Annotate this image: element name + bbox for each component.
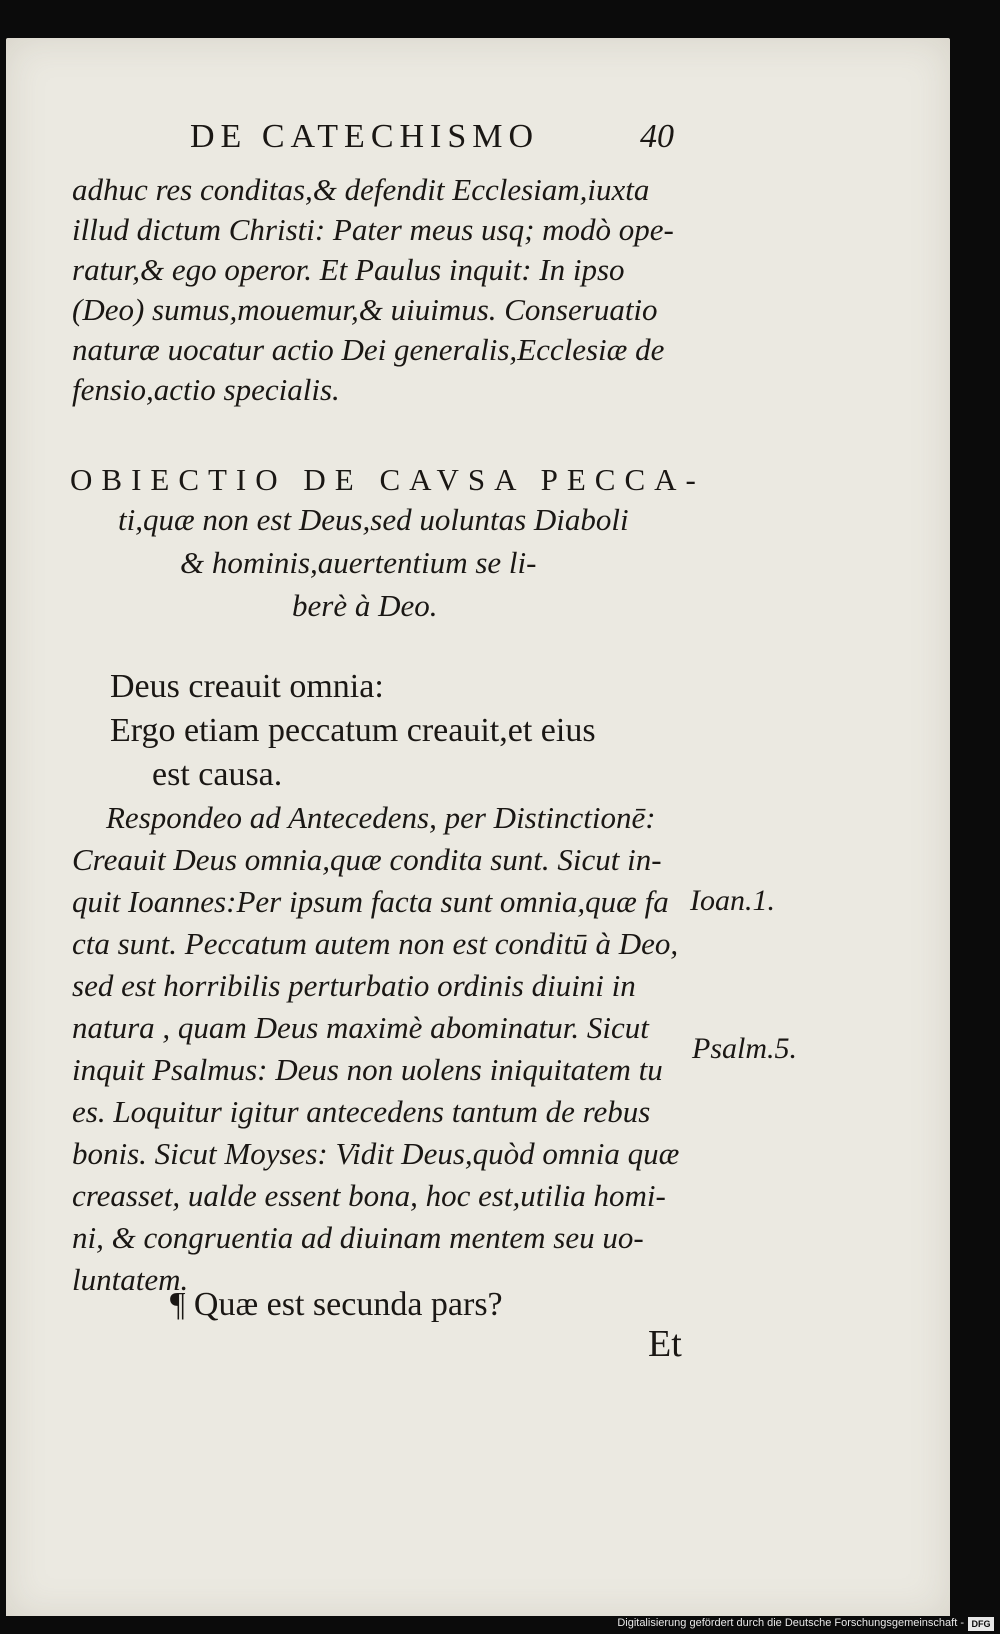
paragraph-2-line: cta sunt. Peccatum autem non est conditū à Deo, bbox=[72, 926, 679, 961]
paragraph-1-line: (Deo) sumus,mouemur,& uiuimus. Conseruatio bbox=[72, 292, 658, 327]
paragraph-2-line: bonis. Sicut Moyses: Vidit Deus,quòd omnia quæ bbox=[72, 1136, 680, 1171]
section-heading-line: ti,quæ non est Deus,sed uoluntas Diaboli bbox=[118, 502, 629, 537]
paragraph-2-line: es. Loquitur igitur antecedens tantum de rebus bbox=[72, 1094, 651, 1129]
margin-note-ioannes: Ioan.1. bbox=[690, 884, 775, 917]
paragraph-2-line: creasset, ualde essent bona, hoc est,utilia homi- bbox=[72, 1178, 666, 1213]
syllogism-conclusion: Ergo etiam peccatum creauit,et eius bbox=[110, 712, 596, 749]
paragraph-2-line: natura , quam Deus maximè abominatur. Sicut bbox=[72, 1010, 649, 1045]
paragraph-1-line: naturæ uocatur actio Dei generalis,Ecclesiæ de bbox=[72, 332, 665, 367]
paragraph-1-line: fensio,actio specialis. bbox=[72, 372, 340, 407]
paragraph-2-line: Creauit Deus omnia,quæ condita sunt. Sicut in- bbox=[72, 842, 662, 877]
dfg-logo: DFG bbox=[968, 1617, 994, 1631]
catchword: Et bbox=[648, 1323, 682, 1365]
section-heading-line: berè à Deo. bbox=[292, 588, 438, 623]
paragraph-2-line: Respondeo ad Antecedens, per Distinctionē: bbox=[106, 800, 656, 835]
paragraph-2-line: quit Ioannes:Per ipsum facta sunt omnia,quæ fa bbox=[72, 884, 669, 919]
paragraph-1-line: ratur,& ego operor. Et Paulus inquit: In ipso bbox=[72, 252, 625, 287]
footer-credit-text: Digitalisierung gefördert durch die Deutsche Forschungsgemeinschaft - bbox=[617, 1617, 964, 1629]
syllogism-conclusion-continued: est causa. bbox=[152, 756, 283, 793]
section-heading-line: & hominis,auertentium se li- bbox=[180, 545, 537, 580]
syllogism-major-premise: Deus creauit omnia: bbox=[110, 668, 384, 705]
page-number: 40 bbox=[640, 118, 674, 155]
question-line: ¶ Quæ est secunda pars? bbox=[170, 1286, 503, 1323]
paragraph-1-line: illud dictum Christi: Pater meus usq; modò ope- bbox=[72, 212, 674, 247]
paragraph-2-line: luntatem. bbox=[72, 1262, 189, 1297]
paragraph-1-line: adhuc res conditas,& defendit Ecclesiam,iuxta bbox=[72, 172, 650, 207]
paragraph-2-line: ni, & congruentia ad diuinam mentem seu uo- bbox=[72, 1220, 644, 1255]
margin-note-psalm: Psalm.5. bbox=[692, 1032, 797, 1065]
section-heading: OBIECTIO DE CAVSA PECCA- bbox=[70, 462, 705, 497]
paragraph-2-line: inquit Psalmus: Deus non uolens iniquitatem tu bbox=[72, 1052, 663, 1087]
running-header-title: DE CATECHISMO bbox=[190, 118, 540, 155]
paragraph-2-line: sed est horribilis perturbatio ordinis diuini in bbox=[72, 968, 636, 1003]
